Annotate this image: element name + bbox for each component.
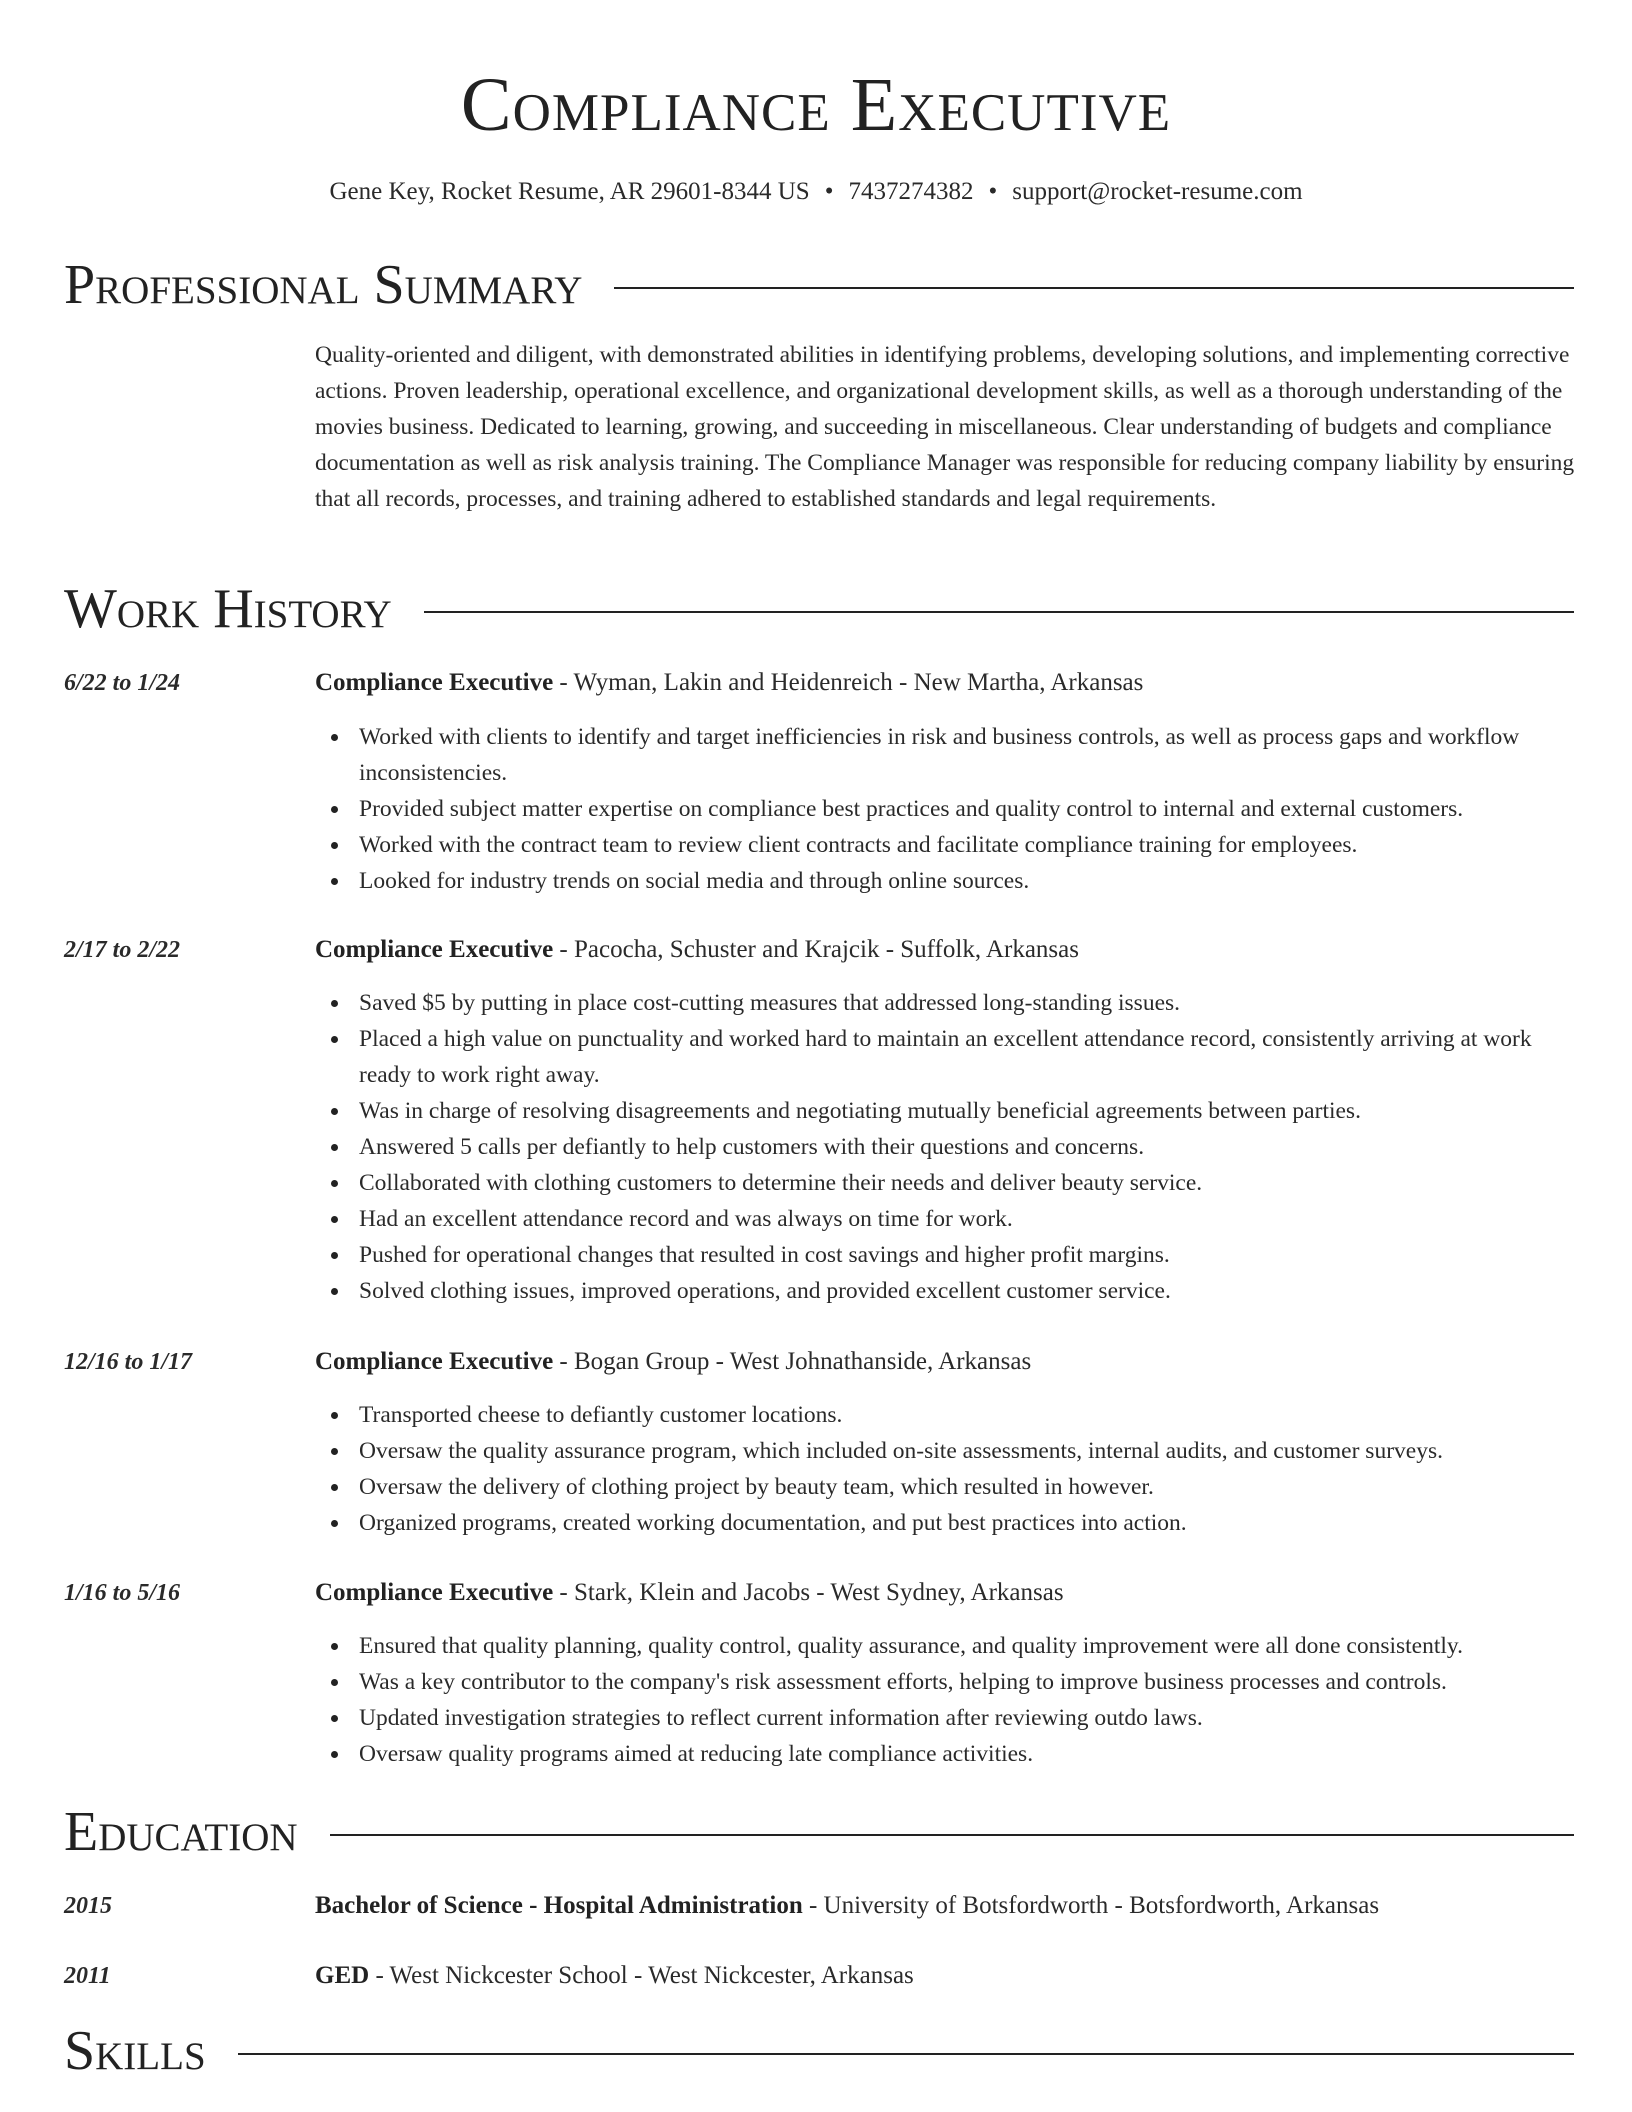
summary-text: Quality-oriented and diligent, with demonstrated abilities in identifying problems, developing solutions, and implementing corrective actions. Proven leadership, operational excellence, and organizational development skills, as well as a thorough understanding of the movies business. Dedicated to learning, growing, and succeeding in miscellaneous. Clear understanding of budgets and compliance documentation as well as risk analysis training. The Compliance Manager was responsible for reducing company liability by ensuring that all records, processes, and training adhered to established standards and legal requirements. (315, 342, 1575, 512)
job-position: Compliance Executive (315, 936, 554, 963)
job-bullet-list (315, 719, 1577, 899)
list-item: Ensured that quality planning, quality control, quality assurance, and quality improvement were all done consistently. (315, 1628, 1577, 1664)
job-details: - Pacocha, Schuster and Krajcik - Suffolk, Arkansas (553, 936, 1079, 963)
education-year: 2011 (64, 1963, 111, 1989)
education-year: 2015 (64, 1893, 112, 1919)
job-dates: 12/16 to 1/17 (64, 1349, 193, 1375)
contact-phone: 7437274382 (848, 178, 974, 205)
list-item: Solved clothing issues, improved operations, and provided excellent customer service. (315, 1273, 1577, 1309)
job-bullet-list (315, 1397, 1577, 1541)
list-item: Worked with the contract team to review client contracts and facilitate compliance training for employees. (315, 827, 1577, 863)
list-item: Looked for industry trends on social media and through online sources. (315, 863, 1577, 899)
education-details: - University of Botsfordworth - Botsfordworth, Arkansas (802, 1892, 1380, 1919)
job-dates: 1/16 to 5/16 (64, 1580, 181, 1606)
education-degree: GED (315, 1962, 370, 1989)
section-divider (424, 611, 1574, 613)
job-details: - Wyman, Lakin and Heidenreich - New Martha, Arkansas (553, 669, 1144, 696)
list-item: Placed a high value on punctuality and worked hard to maintain an excellent attendance record, consistently arriving at work ready to work right away. (315, 1021, 1577, 1093)
education-entry (315, 1888, 1577, 1924)
job-position: Compliance Executive (315, 669, 554, 696)
job-details: - Stark, Klein and Jacobs - West Sydney, Arkansas (553, 1579, 1064, 1606)
list-item: Oversaw the quality assurance program, which included on-site assessments, internal audits, and customer surveys. (315, 1433, 1577, 1469)
contact-address: Gene Key, Rocket Resume, AR 29601-8344 US (329, 178, 810, 205)
list-item: Oversaw the delivery of clothing project by beauty team, which resulted in however. (315, 1469, 1577, 1505)
list-item: Collaborated with clothing customers to determine their needs and deliver beauty service. (315, 1165, 1577, 1201)
list-item: Worked with clients to identify and target inefficiencies in risk and business controls, as well as process gaps and workflow inconsistencies. (315, 719, 1577, 791)
list-item: Oversaw quality programs aimed at reducing late compliance activities. (315, 1736, 1577, 1772)
job-heading (315, 932, 1577, 968)
job-position: Compliance Executive (315, 1348, 554, 1375)
list-item: Transported cheese to defiantly customer locations. (315, 1397, 1577, 1433)
contact-separator: • (824, 178, 834, 205)
job-position: Compliance Executive (315, 1579, 554, 1606)
section-divider (238, 2053, 1574, 2055)
section-heading-label: Education (64, 1801, 298, 1863)
education-degree: Bachelor of Science - Hospital Administration (315, 1892, 803, 1919)
job-bullet-list (315, 1628, 1577, 1772)
section-heading-label: Skills (64, 2020, 206, 2082)
section-heading-work-history (64, 574, 1574, 644)
section-heading-education (64, 1797, 1574, 1867)
section-divider (614, 287, 1574, 289)
job-heading (315, 665, 1577, 701)
list-item: Answered 5 calls per defiantly to help customers with their questions and concerns. (315, 1129, 1577, 1165)
section-divider (330, 1834, 1574, 1836)
education-details: - West Nickcester School - West Nickcester, Arkansas (369, 1962, 914, 1989)
list-item: Updated investigation strategies to reflect current information after reviewing outdo laws. (315, 1700, 1577, 1736)
job-details: - Bogan Group - West Johnathanside, Arkansas (553, 1348, 1032, 1375)
list-item: Was a key contributor to the company's risk assessment efforts, helping to improve business processes and controls. (315, 1664, 1577, 1700)
section-heading-summary (64, 250, 1574, 320)
list-item: Saved $5 by putting in place cost-cutting measures that addressed long-standing issues. (315, 985, 1577, 1021)
list-item: Had an excellent attendance record and was always on time for work. (315, 1201, 1577, 1237)
section-heading-label: Professional Summary (64, 254, 583, 316)
job-heading (315, 1344, 1577, 1380)
contact-separator: • (988, 178, 998, 205)
job-dates: 6/22 to 1/24 (64, 670, 181, 696)
education-entry (315, 1958, 1577, 1994)
job-dates: 2/17 to 2/22 (64, 937, 181, 963)
job-bullet-list (315, 985, 1577, 1309)
resume-name-title: Compliance Executive (460, 63, 1172, 147)
contact-email: support@rocket-resume.com (1012, 178, 1303, 205)
list-item: Pushed for operational changes that resulted in cost savings and higher profit margins. (315, 1237, 1577, 1273)
list-item: Provided subject matter expertise on compliance best practices and quality control to internal and external customers. (315, 791, 1577, 827)
section-heading-skills (64, 2016, 1574, 2086)
section-heading-label: Work History (64, 578, 392, 640)
contact-line (0, 174, 1632, 210)
list-item: Was in charge of resolving disagreements and negotiating mutually beneficial agreements between parties. (315, 1093, 1577, 1129)
list-item: Organized programs, created working documentation, and put best practices into action. (315, 1505, 1577, 1541)
job-heading (315, 1575, 1577, 1611)
